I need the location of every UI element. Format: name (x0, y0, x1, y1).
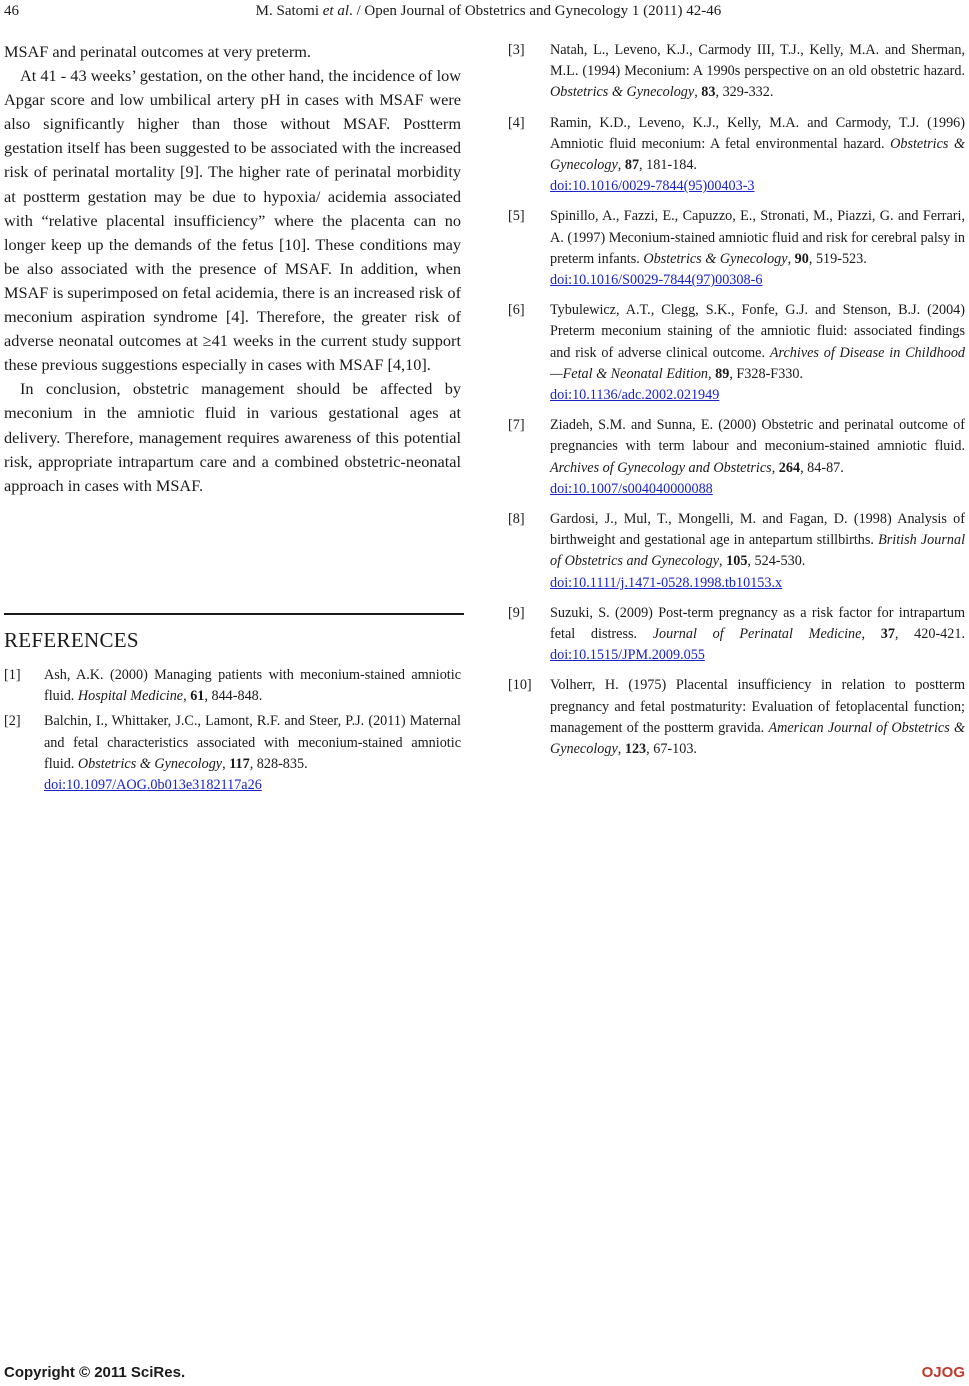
page-header (4, 2, 964, 22)
running-journal: . / Open Journal of Obstetrics and Gynecology 1 (2011) 42-46 (349, 3, 722, 19)
references-heading: REFERENCES (4, 628, 139, 652)
reference-item: [10] Volherr, H. (1975) Placental insufficiency in relation to postterm pregnancy and fetal postmaturity: Evaluation of fetoplacental function; management of the postterm gravida. American Journal of Obstetrics & Gynecology, 123, 67-103. (508, 677, 965, 758)
doi-link[interactable]: doi:10.1097/AOG.0b013e3182117a26 (44, 777, 262, 794)
page-footer (4, 1364, 965, 1384)
reference-item: [8] Gardosi, J., Mul, T., Mongelli, M. and Fagan, D. (1998) Analysis of birthweight and gestational age in antepartum stillbirths. British Journal of Obstetrics and Gynecology, 105, 524-530. doi:10.1111/j.1471-0528.1998.tb10153.x (508, 509, 965, 594)
running-authors: M. Satomi (255, 3, 323, 19)
paragraph-2: At 41 - 43 weeks’ gestation, on the other hand, the incidence of low Apgar score and low umbilical artery pH in cases with MSAF were also significantly higher than those without MSAF. Postterm gestation itself has been suggested to be associated with the increased risk of perinatal mortality [9]. The higher rate of perinatal morbidity at postterm gestation may be due to hypoxia/ acidemia associated with “relative placental insufficiency” where the placenta can no longer keep up the demands of the fetus [10]. These conditions may be also associated with the presence of MSAF. In addition, when MSAF is superimposed on fetal acidemia, there is an increased risk of meconium aspiration syndrome [4]. Therefore, the greater risk of adverse neonatal outcomes at ≥41 weeks in the current study support these previous suggestions especially in cases with MSAF [4,10]. (4, 66, 461, 375)
reference-item: [9] Suzuki, S. (2009) Post-term pregnancy as a risk factor for intrapartum fetal distress. Journal of Perinatal Medicine, 37, 420-421. doi:10.1515/JPM.2009.055 (508, 604, 966, 664)
section-divider (4, 613, 464, 615)
doi-link[interactable]: doi:10.1016/S0029-7844(97)00308-6 (550, 272, 763, 289)
reference-item: [4] Ramin, K.D., Leveno, K.J., Kelly, M.A. and Carmody, T.J. (1996) Amniotic fluid meconium: A fetal environmental hazard. Obstetrics & Gynecology, 87, 181-184. doi:10.1016/0029-7844(95)00403-3 (508, 113, 965, 198)
reference-item: [6] Tybulewicz, A.T., Clegg, S.K., Fonfe, G.J. and Stenson, B.J. (2004) Preterm meconium staining of the amniotic fluid: associated findings and risk of adverse clinical outcome. Archives of Disease in Childhood—Fetal & Neonatal Edition, 89, F328-F330. doi:10.1136/adc.2002.021949 (508, 300, 965, 406)
running-title (4, 2, 969, 20)
left-column (4, 40, 461, 498)
running-etal: et al (322, 3, 350, 19)
doi-link[interactable]: doi:10.1136/adc.2002.021949 (550, 387, 720, 404)
paragraph-1: MSAF and perinatal outcomes at very preterm. (4, 42, 311, 61)
doi-link[interactable]: doi:10.1111/j.1471-0528.1998.tb10153.x (550, 574, 783, 591)
reference-item: [2] Balchin, I., Whittaker, J.C., Lamont, R.F. and Steer, P.J. (2011) Maternal and fetal characteristics associated with meconium-stained amniotic fluid. Obstetrics & Gynecology, 117, 828-835. doi:10.1097/AOG.0b013e3182117a26 (4, 711, 461, 796)
page-number: 46 (4, 3, 19, 19)
reference-item: [5] Spinillo, A., Fazzi, E., Capuzzo, E., Stronati, M., Piazzi, G. and Ferrari, A. (1997) Meconium-stained amniotic fluid and risk for cerebral palsy in preterm infants. Obstetrics & Gynecology, 90, 519-523. doi:10.1016/S0029-7844(97)00308-6 (508, 206, 965, 291)
doi-link[interactable]: doi:10.1016/0029-7844(95)00403-3 (550, 178, 755, 195)
doi-link[interactable]: doi:10.1007/s004040000088 (550, 480, 713, 497)
journal-abbreviation: OJOG (921, 1364, 965, 1381)
doi-link[interactable]: doi:10.1515/JPM.2009.055 (550, 647, 705, 664)
body-text (4, 40, 461, 498)
reference-list-right (508, 40, 965, 760)
right-column (508, 40, 965, 769)
reference-item: [1] Ash, A.K. (2000) Managing patients with meconium-stained amniotic fluid. Hospital Medicine, 61, 844-848. (4, 667, 461, 705)
left-references (4, 665, 461, 805)
paragraph-3: In conclusion, obstetric management should be affected by meconium in the amniotic fluid in various gestational ages at delivery. Therefore, management requires awareness of this potential risk, appropriate intrapartum care and a combined obstetric-neonatal approach in cases with MSAF. (4, 379, 461, 495)
copyright-notice: Copyright © 2011 SciRes. (4, 1364, 186, 1381)
reference-list-left (4, 665, 461, 796)
reference-item: [3] Natah, L., Leveno, K.J., Carmody III, T.J., Kelly, M.A. and Sherman, M.L. (1994) Meconium: A 1990s perspective on an old obstetric hazard. Obstetrics & Gynecology, 83, 329-332. (508, 42, 965, 101)
reference-item: [7] Ziadeh, S.M. and Sunna, E. (2000) Obstetric and perinatal outcome of pregnancies with term labour and meconium-stained amniotic fluid. Archives of Gynecology and Obstetrics, 264, 84-87. doi:10.1007/s004040000088 (508, 415, 965, 500)
